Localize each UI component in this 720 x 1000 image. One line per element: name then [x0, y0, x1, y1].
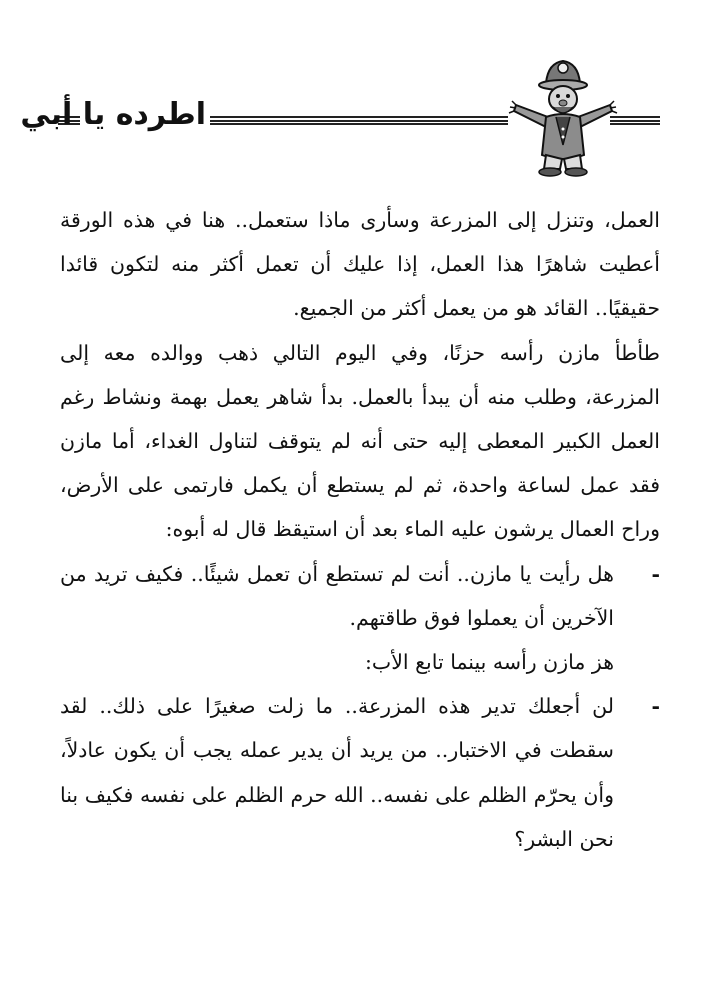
dialogue-2-text: لن أجعلك تدير هذه المزرعة.. ما زلت صغيرًا على ذلك.. لقد سقطت في الاختبار.. من يريد أن يدير عمله يجب أن يكون عادلاً، وأن يحرّم الظلم على نفسه.. الله حرم الظلم على نفسه فكيف بنا نحن البشر؟ [60, 694, 614, 851]
header-rule-middle [210, 116, 508, 125]
paragraph-3: هز مازن رأسه بينما تابع الأب: [365, 650, 614, 675]
page-body-text [60, 198, 660, 861]
dialogue-dash: - [651, 694, 660, 719]
page-title: اطرده يا أبي [20, 97, 206, 132]
dialogue-1 [60, 552, 660, 640]
paragraph-2: طأطأ مازن رأسه حزنًا، وفي اليوم التالي ذهب ووالده معه إلى المزرعة، وطلب منه أن يبدأ بالعمل. بدأ شاهر يعمل بهمة ونشاط رغم العمل الكبير المعطى إليه حتى أنه لم يتوقف لتناول الغداء، أما مازن فقد عمل لساعة واحدة، ثم لم يستطع أن يكمل فارتمى على الأرض، وراح العمال يرشون عليه الماء بعد أن استيقظ قال له أبوه: [60, 340, 660, 542]
paragraph-1: العمل، وتنزل إلى المزرعة وسأرى ماذا ستعمل.. هنا في هذه الورقة أعطيت شاهرًا هذا العمل، إذا عليك أن تعمل أكثر منه لتكون قائدا حقيقيًا.. القائد هو من يعمل أكثر من الجميع. [60, 208, 660, 321]
dialogue-dash: - [651, 561, 660, 586]
dialogue-2 [60, 684, 660, 861]
page-header [0, 55, 720, 195]
dialogue-1-text: هل رأيت يا مازن.. أنت لم تستطع أن تعمل شيئًا.. فكيف تريد من الآخرين أن يعملوا فوق طاقتهم. [60, 561, 614, 630]
cartoon-farmer-mascot-icon [508, 55, 618, 180]
